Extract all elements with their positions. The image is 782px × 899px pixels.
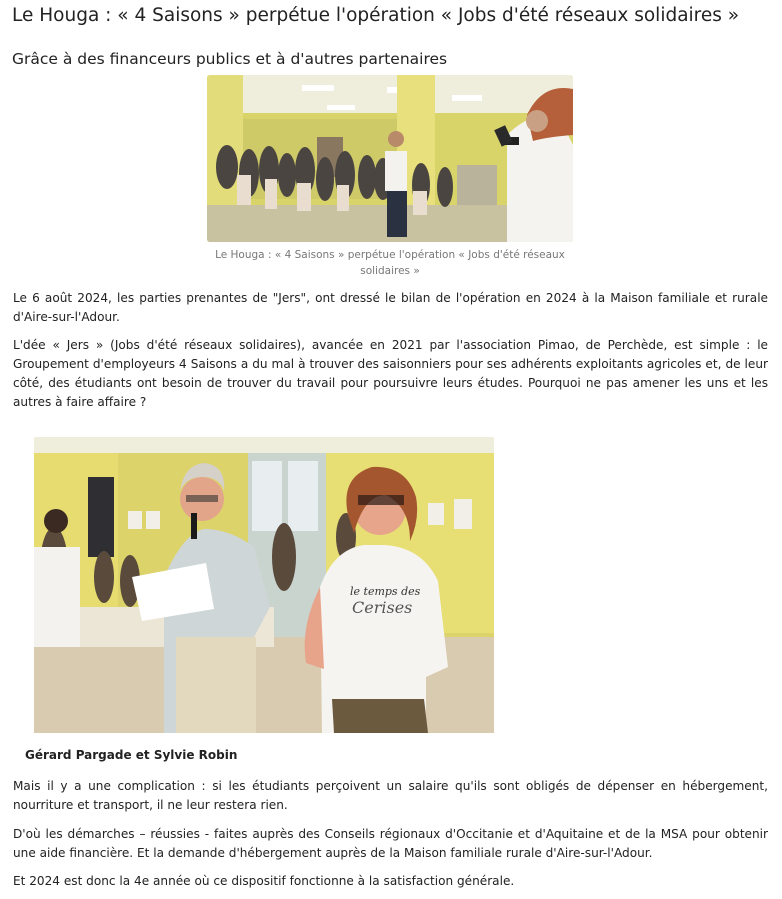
paragraph-4: D'où les démarches – réussies - faites auprès des Conseils régionaux d'Occitanie et d'Aquitaine et de la MSA pour obtenir une aide financière. Et la demande d'hébergement auprès de la Maison familiale rurale d'Aire-sur-l'Adour. (13, 827, 768, 860)
svg-text:Cerises: Cerises (352, 598, 413, 617)
paragraph-1: Le 6 août 2024, les parties prenantes de "Jers", ont dressé le bilan de l'opération en 2024 à la Maison familiale et rurale d'Aire-sur-l'Adour. (13, 291, 768, 324)
svg-text:le temps des: le temps des (350, 585, 421, 598)
article-subtitle: Grâce à des financeurs publics et à d'autres partenaires (12, 50, 448, 68)
photo-caption-bold: Gérard Pargade et Sylvie Robin (25, 748, 238, 762)
article-title: Le Houga : « 4 Saisons » perpétue l'opération « Jobs d'été réseaux solidaires » (12, 5, 740, 26)
paragraph-5: Et 2024 est donc la 4e année où ce dispositif fonctionne à la satisfaction générale. (13, 874, 515, 888)
speakers-photo[interactable] (34, 437, 494, 733)
paragraph-2: L'dée « Jers » (Jobs d'été réseaux solidaires), avancée en 2021 par l'association Pimao, de Perchède, est simple : le Groupement d'employeurs 4 Saisons a du mal à trouver des saisonniers pour ses adhérents exploitants agricoles et, de leur côté, des étudiants ont besoin de trouver du travail pour poursuivre leurs études. Pourquoi ne pas amener les uns et les autres à faire affaire ? (13, 338, 768, 409)
paragraph-3: Mais il y a une complication : si les étudiants perçoivent un salaire qu'ils sont obligés de dépenser en hébergement, nourriture et transport, il ne leur restera rien. (13, 779, 768, 812)
photo-caption: Le Houga : « 4 Saisons » perpétue l'opération « Jobs d'été réseaux solidaires » (215, 249, 565, 277)
group-photo[interactable] (207, 75, 573, 242)
